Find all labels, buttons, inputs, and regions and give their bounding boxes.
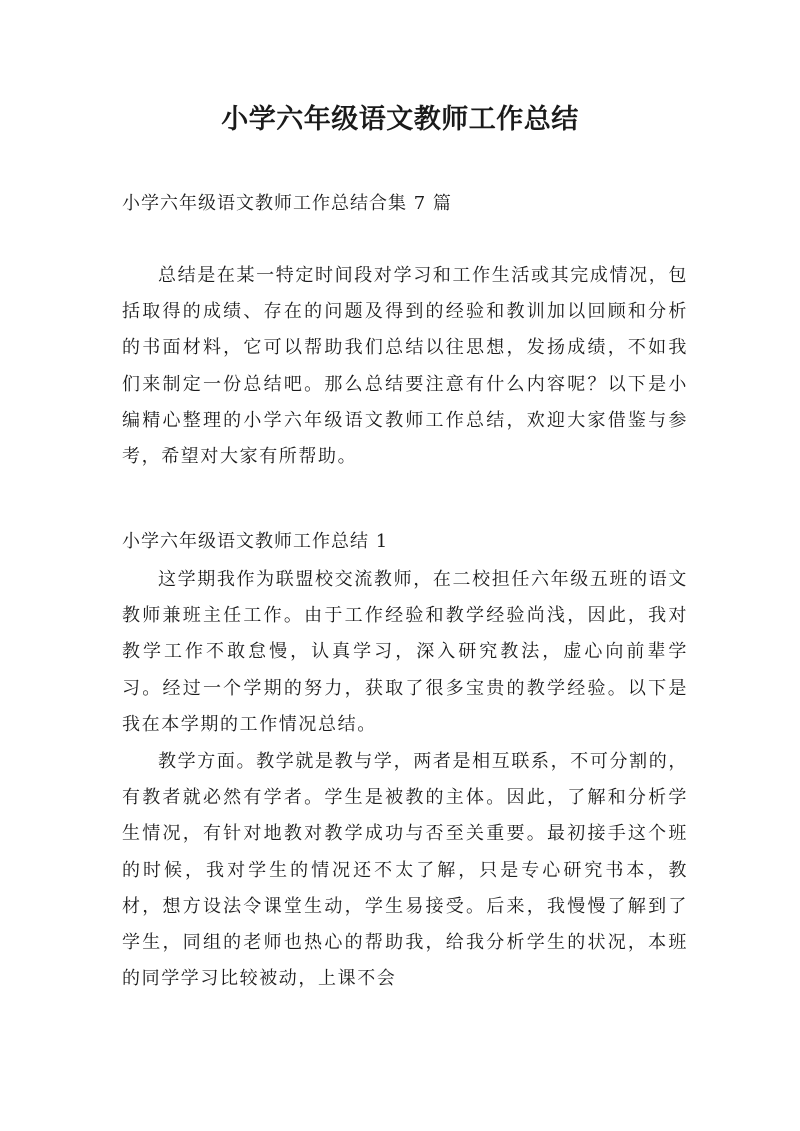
body-paragraph: 这学期我作为联盟校交流教师，在二校担任六年级五班的语文教师兼班主任工作。由于工作经验和教学经验尚浅，因此，我对教学工作不敢怠慢，认真学习，深入研究教法，虚心向前辈学习。经过一个学期的努力，获取了很多宝贵的教学经验。以下是我在本学期的工作情况总结。 (122, 569, 688, 735)
document-title: 小学六年级语文教师工作总结 (221, 104, 579, 135)
body-paragraph: 教学方面。教学就是教与学，两者是相互联系，不可分割的，有教者就必然有学者。学生是被教的主体。因此，了解和分析学生情况，有针对地教对教学成功与否至关重要。最初接手这个班的时候，我对学生的情况还不太了解，只是专心研究书本，教材，想方设法令课堂生动，学生易接受。后来，我慢慢了解到了学生，同组的老师也热心的帮助我，给我分析学生的状况，本班的同学学习比较被动，上课不会 (122, 751, 688, 990)
document-subtitle: 小学六年级语文教师工作总结合集 7 篇 (122, 193, 452, 214)
section-heading: 小学六年级语文教师工作总结 1 (122, 531, 389, 552)
intro-paragraph: 总结是在某一特定时间段对学习和工作生活或其完成情况，包括取得的成绩、存在的问题及得到的经验和教训加以回顾和分析的书面材料，它可以帮助我们总结以往思想，发扬成绩，不如我们来制定一份总结吧。那么总结要注意有什么内容呢？以下是小编精心整理的小学六年级语文教师工作总结，欢迎大家借鉴与参考，希望对大家有所帮助。 (122, 265, 688, 468)
